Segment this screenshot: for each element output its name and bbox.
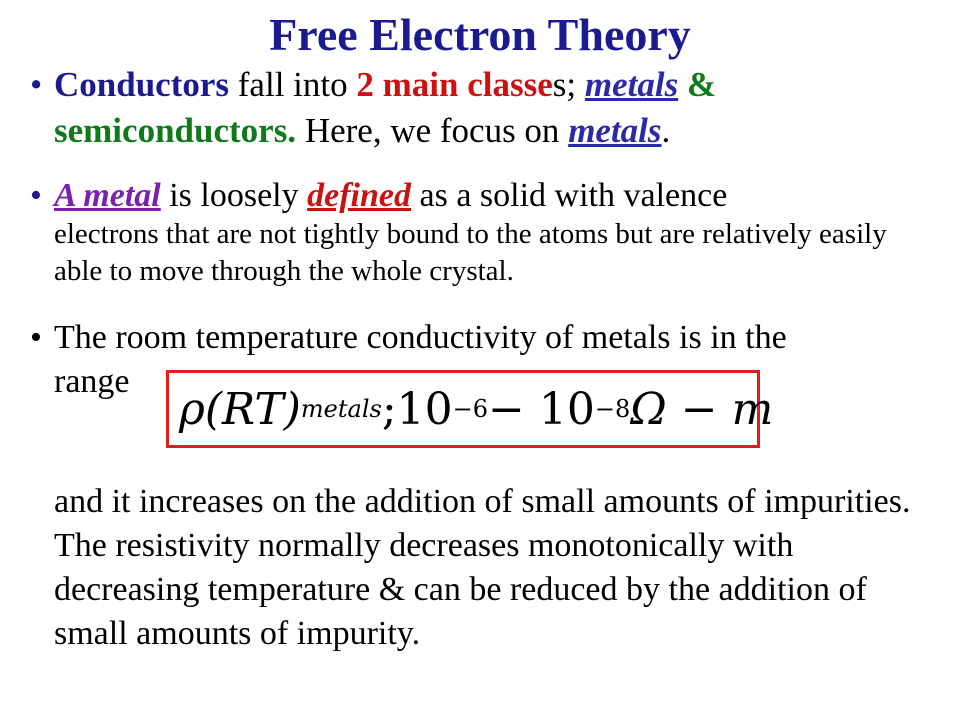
- text-fragment: is loosely: [160, 177, 308, 214]
- formula-subscript: metals: [300, 395, 382, 423]
- link-metals[interactable]: metals: [584, 65, 679, 104]
- text-fragment: [678, 65, 687, 104]
- resistivity-paragraph: and it increases on the addition of small amounts of impurities. The resistivity normally decreases monotonically with decreasing temperature & can be reduced by the addition of small amounts of impurity.: [54, 483, 911, 652]
- text-fragment: fall into: [229, 65, 357, 104]
- text-fragment: Here, we focus on: [296, 111, 569, 150]
- resistivity-formula-box: [166, 370, 774, 448]
- definition-rest: electrons that are not tightly bound to the atoms but are relatively easily able to move through the whole crystal.: [54, 218, 887, 287]
- text-fragment: .: [661, 111, 671, 150]
- bullet-marker: •: [30, 65, 43, 104]
- formula-sep: ;10: [381, 383, 453, 435]
- formula-exp2: −8: [594, 395, 631, 423]
- conductivity-line2: range: [54, 363, 130, 400]
- link-defined[interactable]: defined: [307, 177, 411, 214]
- link-metals-2[interactable]: metals: [568, 111, 662, 150]
- bullet-text: [54, 176, 930, 290]
- formula-rho: ρ: [179, 383, 205, 435]
- bullet-marker: •: [30, 319, 42, 356]
- bullet-conductors: [30, 62, 930, 154]
- formula-minus: − 10: [488, 383, 595, 435]
- ampersand: &: [686, 65, 717, 104]
- link-a-metal[interactable]: A metal: [54, 177, 161, 214]
- formula-exp1: −6: [452, 395, 489, 423]
- term-conductors: Conductors: [54, 65, 230, 104]
- formula-rt: (RT): [204, 383, 301, 435]
- definition-first-line: [54, 176, 930, 216]
- slide-title: Free Electron Theory: [269, 9, 691, 60]
- bullet-text: [54, 62, 930, 154]
- term-main-classes: 2 main classe: [356, 65, 553, 104]
- formula-unit: Ω − m: [630, 383, 774, 435]
- text-fragment: as a solid with valence: [411, 177, 728, 214]
- bullet-marker: •: [30, 177, 42, 214]
- text-fragment: s;: [552, 65, 585, 104]
- term-semiconductors: semiconductors.: [54, 111, 297, 150]
- bullet-metal-definition: [30, 176, 930, 290]
- conductivity-line1: The room temperature conductivity of metals is in the: [54, 319, 787, 356]
